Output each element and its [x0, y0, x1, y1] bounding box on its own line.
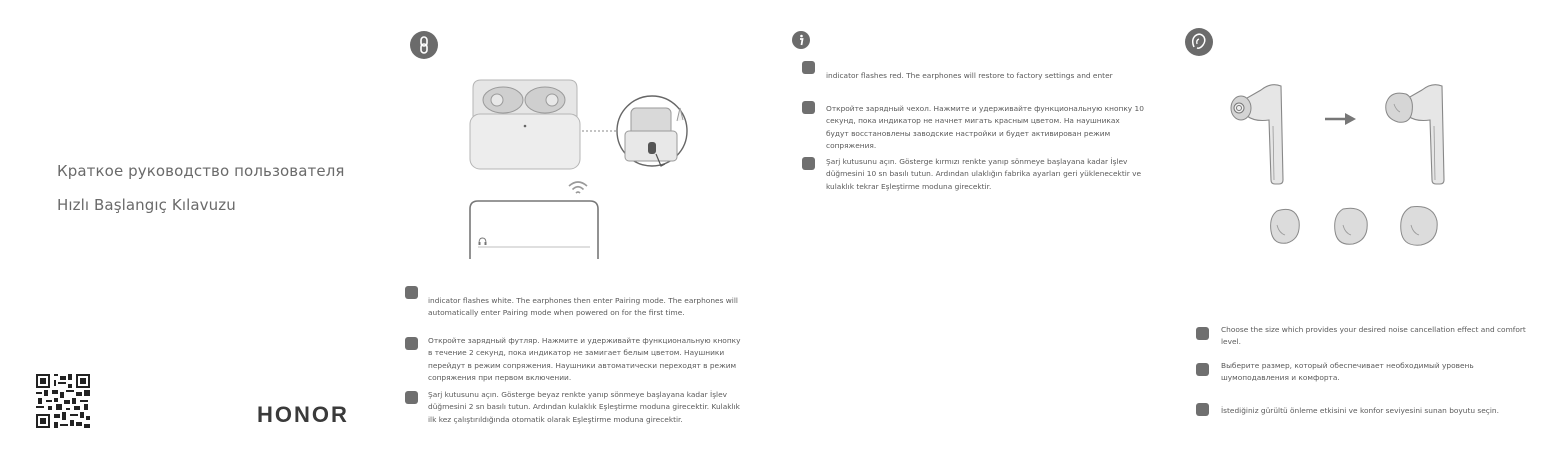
reset-text-tr: Şarj kutusunu açın. Gösterge kırmızı renkte yanıp sönmeye başlayana kadar İşlev düğmesini 10 sn basılı tutun. Ardından ulaklığın fabrika ayarları geri yüklenecektir ve kulaklık tekrar Eşleştirme moduna girecektir.	[826, 157, 1142, 191]
headphone-icon	[478, 237, 487, 246]
eartips-text-tr: İstediğiniz gürültü önleme etkisini ve konfor seviyesini sunan boyutu seçin.	[1221, 406, 1499, 415]
brand-logo: HONOR	[257, 402, 349, 427]
earbud-tip-swapped-illustration	[1378, 80, 1454, 186]
title-turkish: Hızlı Başlangıç Kılavuzu	[57, 196, 236, 214]
pairing-text-ru: Откройте зарядный футляр. Нажмите и удерживайте функциональную кнопку в течение 2 секунд, пока индикатор не замигает белым цветом. Наушники перейдут в режим сопряжения. Наушники автоматически переходят в режим сопряжения при первом включении.	[428, 336, 741, 383]
bullet-en	[1196, 327, 1209, 340]
pairing-text-en: indicator flashes white. The earphones then enter Pairing mode. The earphones will automatically enter Pairing mode when powered on for the first time.	[428, 296, 738, 318]
earbud-with-tip-illustration	[1225, 80, 1285, 186]
bullet-ru	[405, 337, 418, 350]
phone-illustration	[468, 199, 600, 259]
reset-text-ru: Откройте зарядный чехол. Нажмите и удерживайте функциональную кнопку 10 секунд, пока индикатор не начнет мигать красным цветом. На наушниках будут восстановлены заводские настройки и будет активирован режим сопряжения.	[826, 104, 1144, 151]
bullet-tr	[1196, 403, 1209, 416]
eartip-large	[1401, 207, 1437, 246]
bullet-ru	[1196, 363, 1209, 376]
bullet-en	[405, 286, 418, 299]
wireless-icon	[566, 180, 590, 196]
eartip-icon	[1185, 28, 1213, 56]
bullet-tr	[802, 157, 815, 170]
arrow-right-icon	[1325, 112, 1357, 126]
bullet-ru	[802, 101, 815, 114]
title-russian: Краткое руководство пользователя	[57, 162, 345, 180]
qr-code-icon	[36, 374, 90, 428]
eartip-medium	[1335, 208, 1368, 244]
info-icon	[792, 31, 810, 49]
eartip-small	[1271, 209, 1300, 243]
reset-text-en: indicator flashes red. The earphones will restore to factory settings and enter	[826, 71, 1113, 80]
eartip-sizes-illustration	[1265, 205, 1455, 247]
bullet-en	[802, 61, 815, 74]
charging-case-illustration	[465, 76, 695, 186]
pairing-text-tr: Şarj kutusunu açın. Gösterge beyaz renkte yanıp sönmeye başlayana kadar İşlev düğmesini 2 sn basılı tutun. Ardından kulaklık Eşleştirme moduna girecektir. Kulaklık ilk kez çalıştırıldığında otomatik olarak Eşleştirme moduna girecektir.	[428, 390, 740, 424]
eartips-text-en: Choose the size which provides your desired noise cancellation effect and comfort level.	[1221, 325, 1526, 347]
bullet-tr	[405, 391, 418, 404]
link-icon	[410, 31, 438, 59]
eartips-text-ru: Выберите размер, который обеспечивает необходимый уровень шумоподавления и комфорта.	[1221, 361, 1474, 383]
